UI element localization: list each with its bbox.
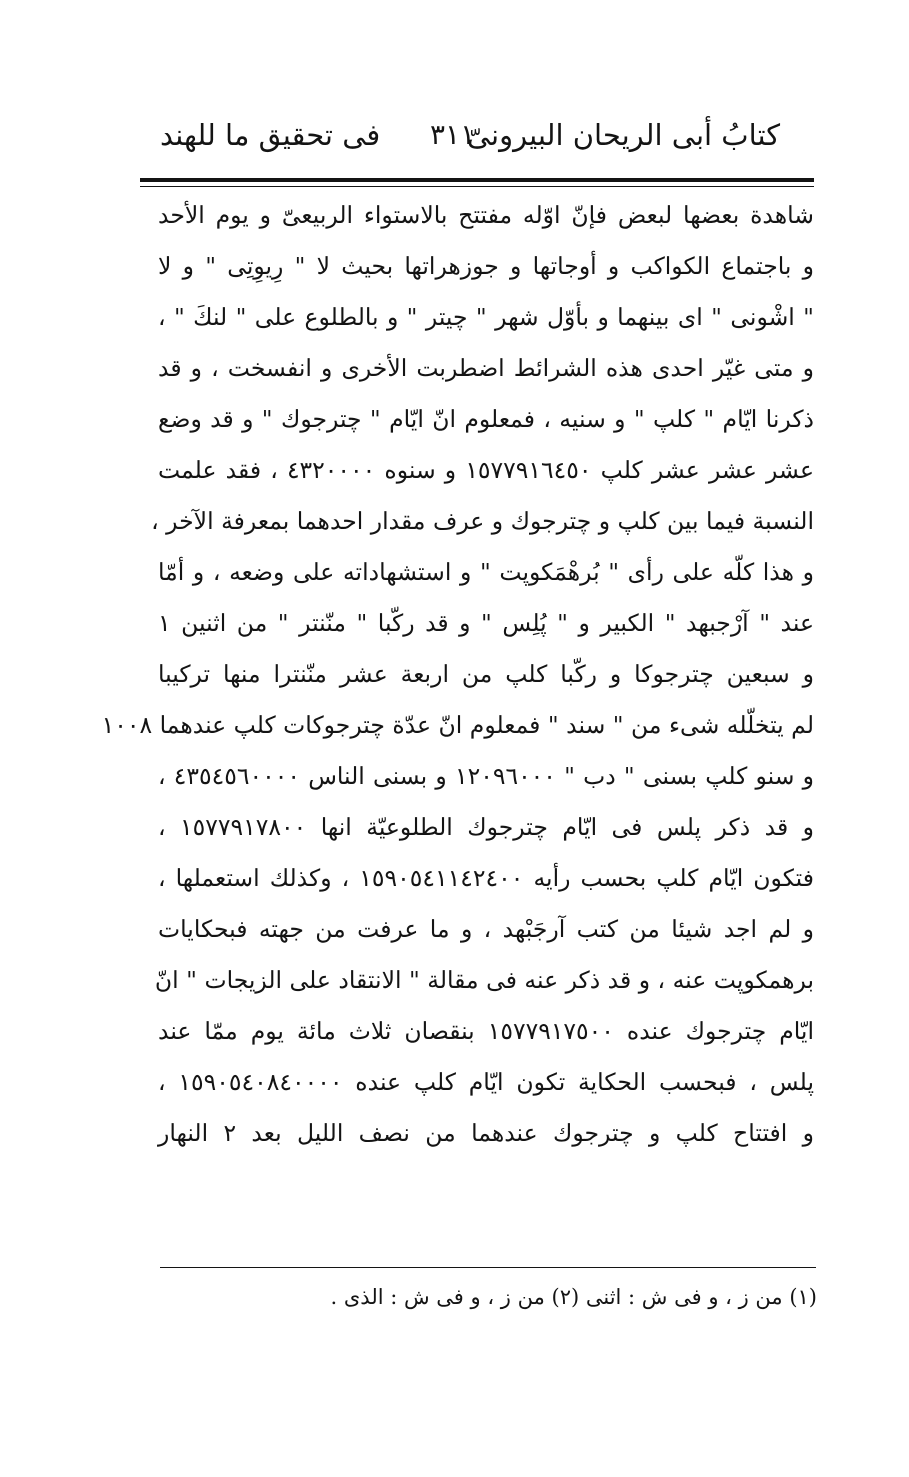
text-line: فتكون ايّام كلپ بحسب رأيه ١٥٩٠٥٤١١٤٢٤٠٠ ، وكذلك استعملها ، [158, 864, 814, 892]
text-line: ذكرنا ايّام " كلپ " و سنيه ، فمعلوم انّ ايّام " چترجوك " و قد وضع [158, 405, 814, 433]
text-line: و افتتاح كلپ و چترجوك عندهما من نصف الليل بعد ٢ النهار [158, 1119, 815, 1147]
running-head [160, 118, 780, 168]
header-rule-thin [140, 186, 814, 187]
running-head-subject: فى تحقيق ما للهند [160, 118, 381, 152]
body-text [101, 190, 815, 1159]
footnote-rule [160, 1267, 816, 1268]
text-line: و لم اجد شيئا من كتب آرجَبْهد ، و ما عرفت من جهته فبحكايات [158, 915, 814, 943]
text-line: شاهدة بعضها لبعض فإنّ اوّله مفتتح بالاستواء الربيعىّ و يوم الأحد [158, 201, 814, 229]
text-line: و باجتماع الكواكب و أوجاتها و جوزهراتها بحيث لا " رِيوِتِى " و لا [158, 252, 814, 280]
header-rule-thick [140, 178, 814, 182]
text-line: عشر عشر عشر كلپ ١٥٧٧٩١٦٤٥٠ و سنوه ٤٣٢٠٠٠٠ ، فقد علمت [158, 456, 815, 484]
text-line: برهمكوپت عنه ، و قد ذكر عنه فى مقالة " الانتقاد على الزيجات " انّ [154, 966, 814, 994]
text-line: پلس ، فبحسب الحكاية تكون ايّام كلپ عنده ١٥٩٠٥٤٠٨٤٠٠٠٠ ، [158, 1068, 815, 1096]
text-line: النسبة فيما بين كلپ و چترجوك و عرف مقدار احدهما بمعرفة الآخر ، [151, 507, 814, 535]
text-line: و سنو كلپ بسنى " دب " ١٢٠٩٦٠٠٠ و بسنى الناس ٤٣٥٤٥٦٠٠٠٠ ، [158, 762, 814, 790]
text-line: ايّام چترجوك عنده ١٥٧٧٩١٧٥٠٠ بنقصان ثلاث مائة يوم ممّا عند [158, 1017, 814, 1045]
text-line: و متى غيّر احدى هذه الشرائط اضطربت الأخرى و انفسخت ، و قد [158, 354, 814, 382]
text-line: لم يتخلّله شىء من " سند " فمعلوم انّ عدّة چترجوكات كلپ عندهما ١٠٠٨ [101, 711, 814, 739]
text-line: و سبعين چترجوكا و ركّبا كلپ من اربعة عشر منّنترا منها تركيبا [158, 660, 814, 688]
page-number: ٣١١ [430, 118, 476, 151]
footnote: (١) من ز ، و فى ش : اثنى (٢) من ز ، و فى ش : الذى . [330, 1285, 817, 1309]
text-line: و قد ذكر پلس فى ايّام چترجوك الطلوعيّة انها ١٥٧٧٩١٧٨٠٠ ، [158, 813, 814, 841]
text-line: " اشْونى " اى بينهما و بأوّل شهر " چيتر " و بالطلوع على " لنكَ " ، [158, 303, 814, 331]
text-line: و هذا كلّه على رأى " بُرهْمَكوپت " و استشهاداته على وضعه ، و أمّا [158, 558, 814, 586]
text-line: عند " آرْجبهد " الكبير و " پُلِس " و قد ركّبا " منّنتر " من اثنين ١ [158, 609, 814, 637]
running-head-book-title: كتابُ أبى الريحان البيرونىّ [466, 118, 780, 152]
